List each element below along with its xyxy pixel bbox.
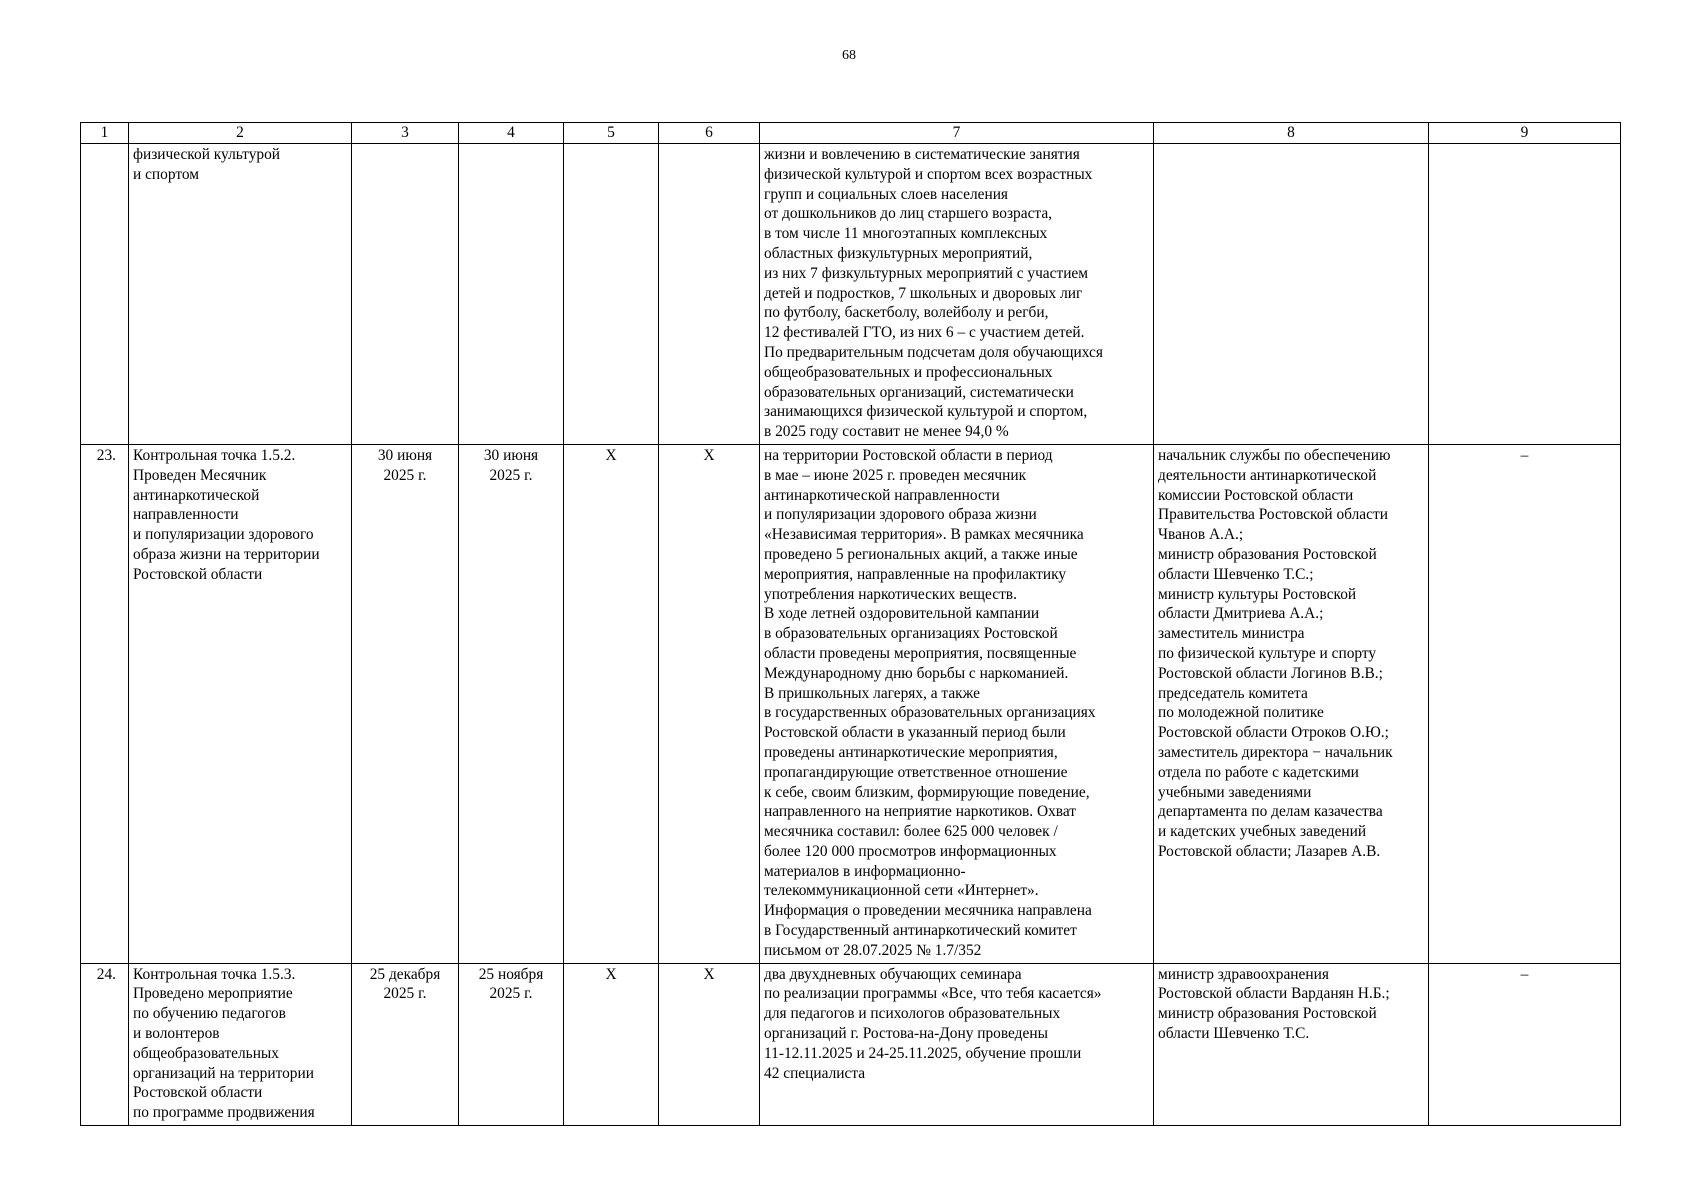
- note-cell: –: [1429, 963, 1621, 1125]
- event-name-cell: физической культурой и спортом: [129, 144, 352, 445]
- fact-date-cell: 25 ноября 2025 г.: [459, 963, 564, 1125]
- report-table: [80, 122, 1621, 1126]
- fact-date-cell: [459, 144, 564, 445]
- table-row: [81, 444, 1621, 963]
- column-header: 7: [760, 123, 1154, 144]
- column-header: 1: [81, 123, 129, 144]
- result-cell: два двухдневных обучающих семинара по реализации программы «Все, что тебя касается» для педагогов и психологов образовательных организаций г. Ростова-на-Дону проведены 11-12.11.2025 и 24-25.11.2025, обучение прошли 42 специалиста: [760, 963, 1154, 1125]
- column-header: 2: [129, 123, 352, 144]
- row-number-cell: 24.: [81, 963, 129, 1125]
- column-header: 9: [1429, 123, 1621, 144]
- table-row: [81, 144, 1621, 445]
- result-cell: жизни и вовлечению в систематические занятия физической культурой и спортом всех возрастных групп и социальных слоев населения от дошкольников до лиц старшего возраста, в том числе 11 многоэтапных комплексных областных физкультурных мероприятий, из них 7 физкультурных мероприятий с участием детей и подростков, 7 школьных и дворовых лиг по футболу, баскетболу, волейболу и регби, 12 фестивалей ГТО, из них 6 – с участием детей. По предварительным подсчетам доля обучающихся общеобразовательных и профессиональных образовательных организаций, систематически занимающихся физической культурой и спортом, в 2025 году составит не менее 94,0 %: [760, 144, 1154, 445]
- responsible-cell: начальник службы по обеспечению деятельности антинаркотической комиссии Ростовской области Правительства Ростовской области Чванов А.А.; министр образования Ростовской области Шевченко Т.С.; министр культуры Ростовской области Дмитриева А.А.; заместитель министра по физической культуре и спорту Ростовской области Логинов В.В.; председатель комитета по молодежной политике Ростовской области Отроков О.Ю.; заместитель директора − начальник отдела по работе с кадетскими учебными заведениями департамента по делам казачества и кадетских учебных заведений Ростовской области; Лазарев А.В.: [1154, 444, 1429, 963]
- fact-date-cell: 30 июня 2025 г.: [459, 444, 564, 963]
- col6-cell: Х: [659, 444, 760, 963]
- plan-date-cell: [352, 144, 459, 445]
- col6-cell: Х: [659, 963, 760, 1125]
- table-row: [81, 963, 1621, 1125]
- note-cell: [1429, 144, 1621, 445]
- page-number: 68: [842, 48, 856, 63]
- column-header: 8: [1154, 123, 1429, 144]
- col5-cell: Х: [564, 444, 659, 963]
- column-header: 4: [459, 123, 564, 144]
- column-header: 6: [659, 123, 760, 144]
- event-name-cell: Контрольная точка 1.5.3. Проведено мероприятие по обучению педагогов и волонтеров общеобразовательных организаций на территории Ростовской области по программе продвижения: [129, 963, 352, 1125]
- result-cell: на территории Ростовской области в период в мае – июне 2025 г. проведен месячник антинаркотической направленности и популяризации здорового образа жизни «Независимая территория». В рамках месячника проведено 5 региональных акций, а также иные мероприятия, направленные на профилактику употребления наркотических веществ. В ходе летней оздоровительной кампании в образовательных организациях Ростовской области проведены мероприятия, посвященные Международному дню борьбы с наркоманией. В пришкольных лагерях, а также в государственных образовательных организациях Ростовской области в указанный период были проведены антинаркотические мероприятия, пропагандирующие ответственное отношение к себе, своим близким, формирующие поведение, направленного на неприятие наркотиков. Охват месячника составил: более 625 000 человек / более 120 000 просмотров информационных материалов в информационно- телекоммуникационной сети «Интернет». Информация о проведении месячника направлена в Государственный антинаркотический комитет письмом от 28.07.2025 № 1.7/352: [760, 444, 1154, 963]
- row-number-cell: 23.: [81, 444, 129, 963]
- col5-cell: [564, 144, 659, 445]
- responsible-cell: [1154, 144, 1429, 445]
- col5-cell: Х: [564, 963, 659, 1125]
- plan-date-cell: 25 декабря 2025 г.: [352, 963, 459, 1125]
- column-header: 5: [564, 123, 659, 144]
- plan-date-cell: 30 июня 2025 г.: [352, 444, 459, 963]
- event-name-cell: Контрольная точка 1.5.2. Проведен Месячник антинаркотической направленности и популяризации здорового образа жизни на территории Ростовской области: [129, 444, 352, 963]
- note-cell: –: [1429, 444, 1621, 963]
- column-number-row: [81, 123, 1621, 144]
- responsible-cell: министр здравоохранения Ростовской области Варданян Н.Б.; министр образования Ростовской области Шевченко Т.С.: [1154, 963, 1429, 1125]
- col6-cell: [659, 144, 760, 445]
- column-header: 3: [352, 123, 459, 144]
- row-number-cell: [81, 144, 129, 445]
